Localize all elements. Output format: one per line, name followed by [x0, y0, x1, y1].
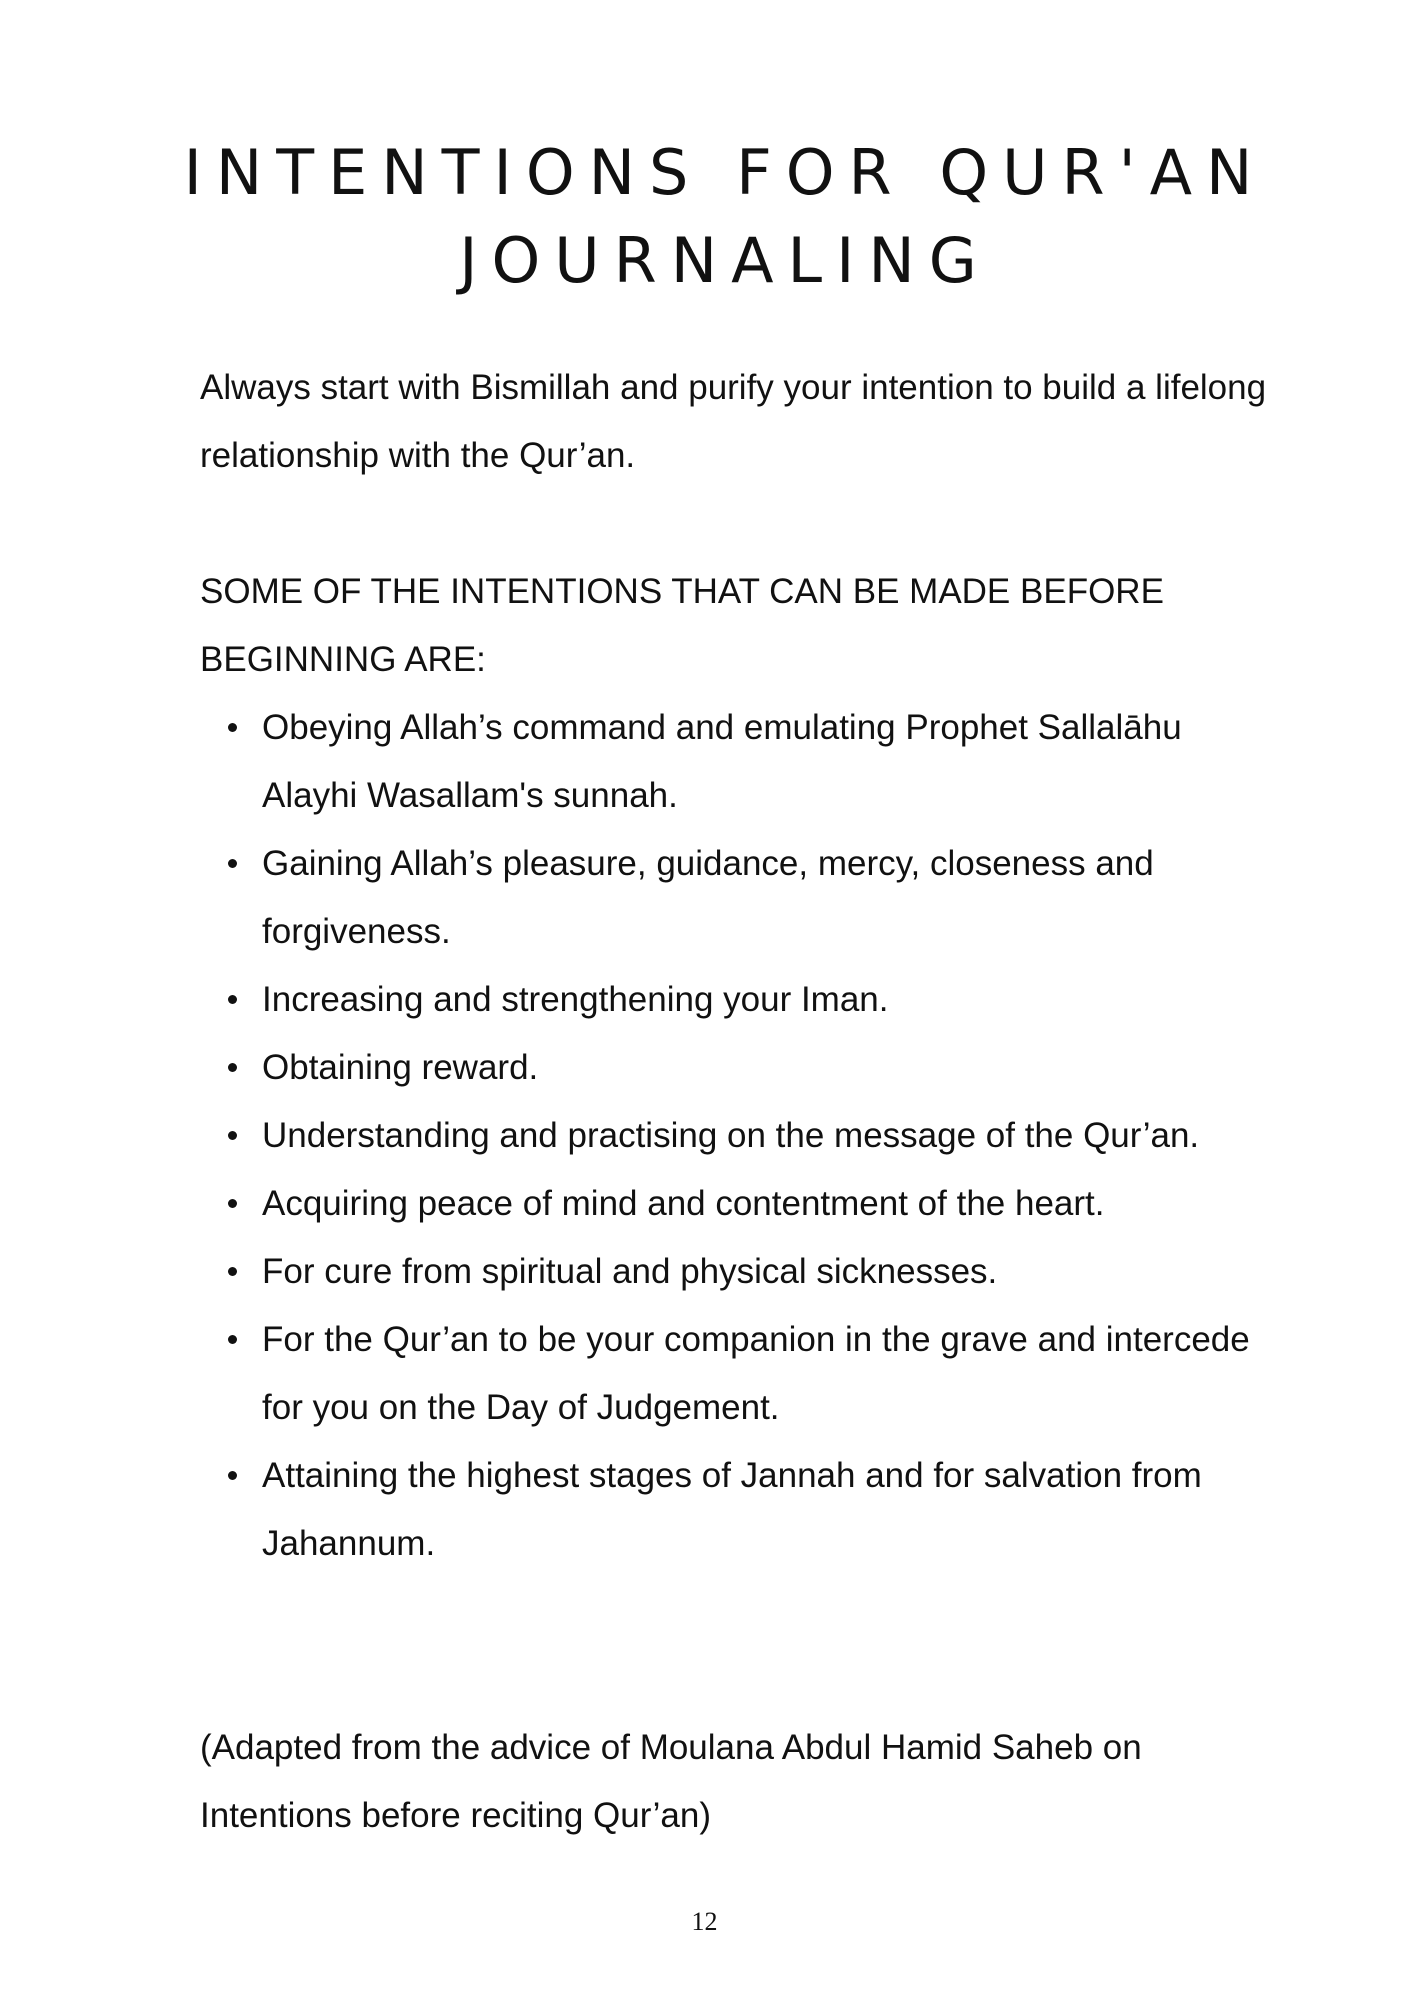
bullet-icon: [228, 1199, 237, 1208]
page-number: 12: [691, 1907, 718, 1936]
list-item: [200, 1034, 1280, 1102]
list-item: [200, 830, 1280, 966]
list-item-text: Obtaining reward.: [262, 1048, 539, 1087]
bullet-icon: [228, 1471, 237, 1480]
list-item: [200, 1102, 1280, 1170]
bullet-icon: [228, 723, 237, 732]
list-item: [200, 1238, 1280, 1306]
bullet-icon: [228, 1131, 237, 1140]
list-item-text: For cure from spiritual and physical sicknesses.: [262, 1252, 998, 1291]
list-item: [200, 966, 1280, 1034]
bullet-icon: [228, 859, 237, 868]
list-item-text: Acquiring peace of mind and contentment of the heart.: [262, 1184, 1105, 1223]
list-item-text: Attaining the highest stages of Jannah and for salvation from Jahannum.: [262, 1456, 1202, 1563]
list-item-text: Increasing and strengthening your Iman.: [262, 980, 889, 1019]
bullet-icon: [228, 995, 237, 1004]
list-item-text: Obeying Allah’s command and emulating Prophet Sallalāhu Alayhi Wasallam's sunnah.: [262, 708, 1182, 815]
bullet-icon: [228, 1063, 237, 1072]
list-item: [200, 1170, 1280, 1238]
page-title-line-2: JOURNALING: [459, 224, 991, 297]
intentions-list: [200, 694, 1280, 1578]
list-item-text: For the Qur’an to be your companion in the grave and intercede for you on the Day of Judgement.: [262, 1320, 1250, 1427]
list-item: [200, 1306, 1280, 1442]
intro-paragraph: Always start with Bismillah and purify your intention to build a lifelong relationship with the Qur’an.: [200, 368, 1267, 475]
list-item-text: Gaining Allah’s pleasure, guidance, mercy, closeness and forgiveness.: [262, 844, 1154, 951]
intentions-heading: SOME OF THE INTENTIONS THAT CAN BE MADE BEFORE BEGINNING ARE:: [200, 572, 1164, 679]
bullet-icon: [228, 1335, 237, 1344]
list-item-text: Understanding and practising on the message of the Qur’an.: [262, 1116, 1200, 1155]
source-note: (Adapted from the advice of Moulana Abdul Hamid Saheb on Intentions before reciting Qur’an): [200, 1728, 1142, 1835]
list-item: [200, 694, 1280, 830]
page-title-line-1: INTENTIONS FOR QUR'AN: [183, 136, 1267, 209]
list-item: [200, 1442, 1280, 1578]
bullet-icon: [228, 1267, 237, 1276]
